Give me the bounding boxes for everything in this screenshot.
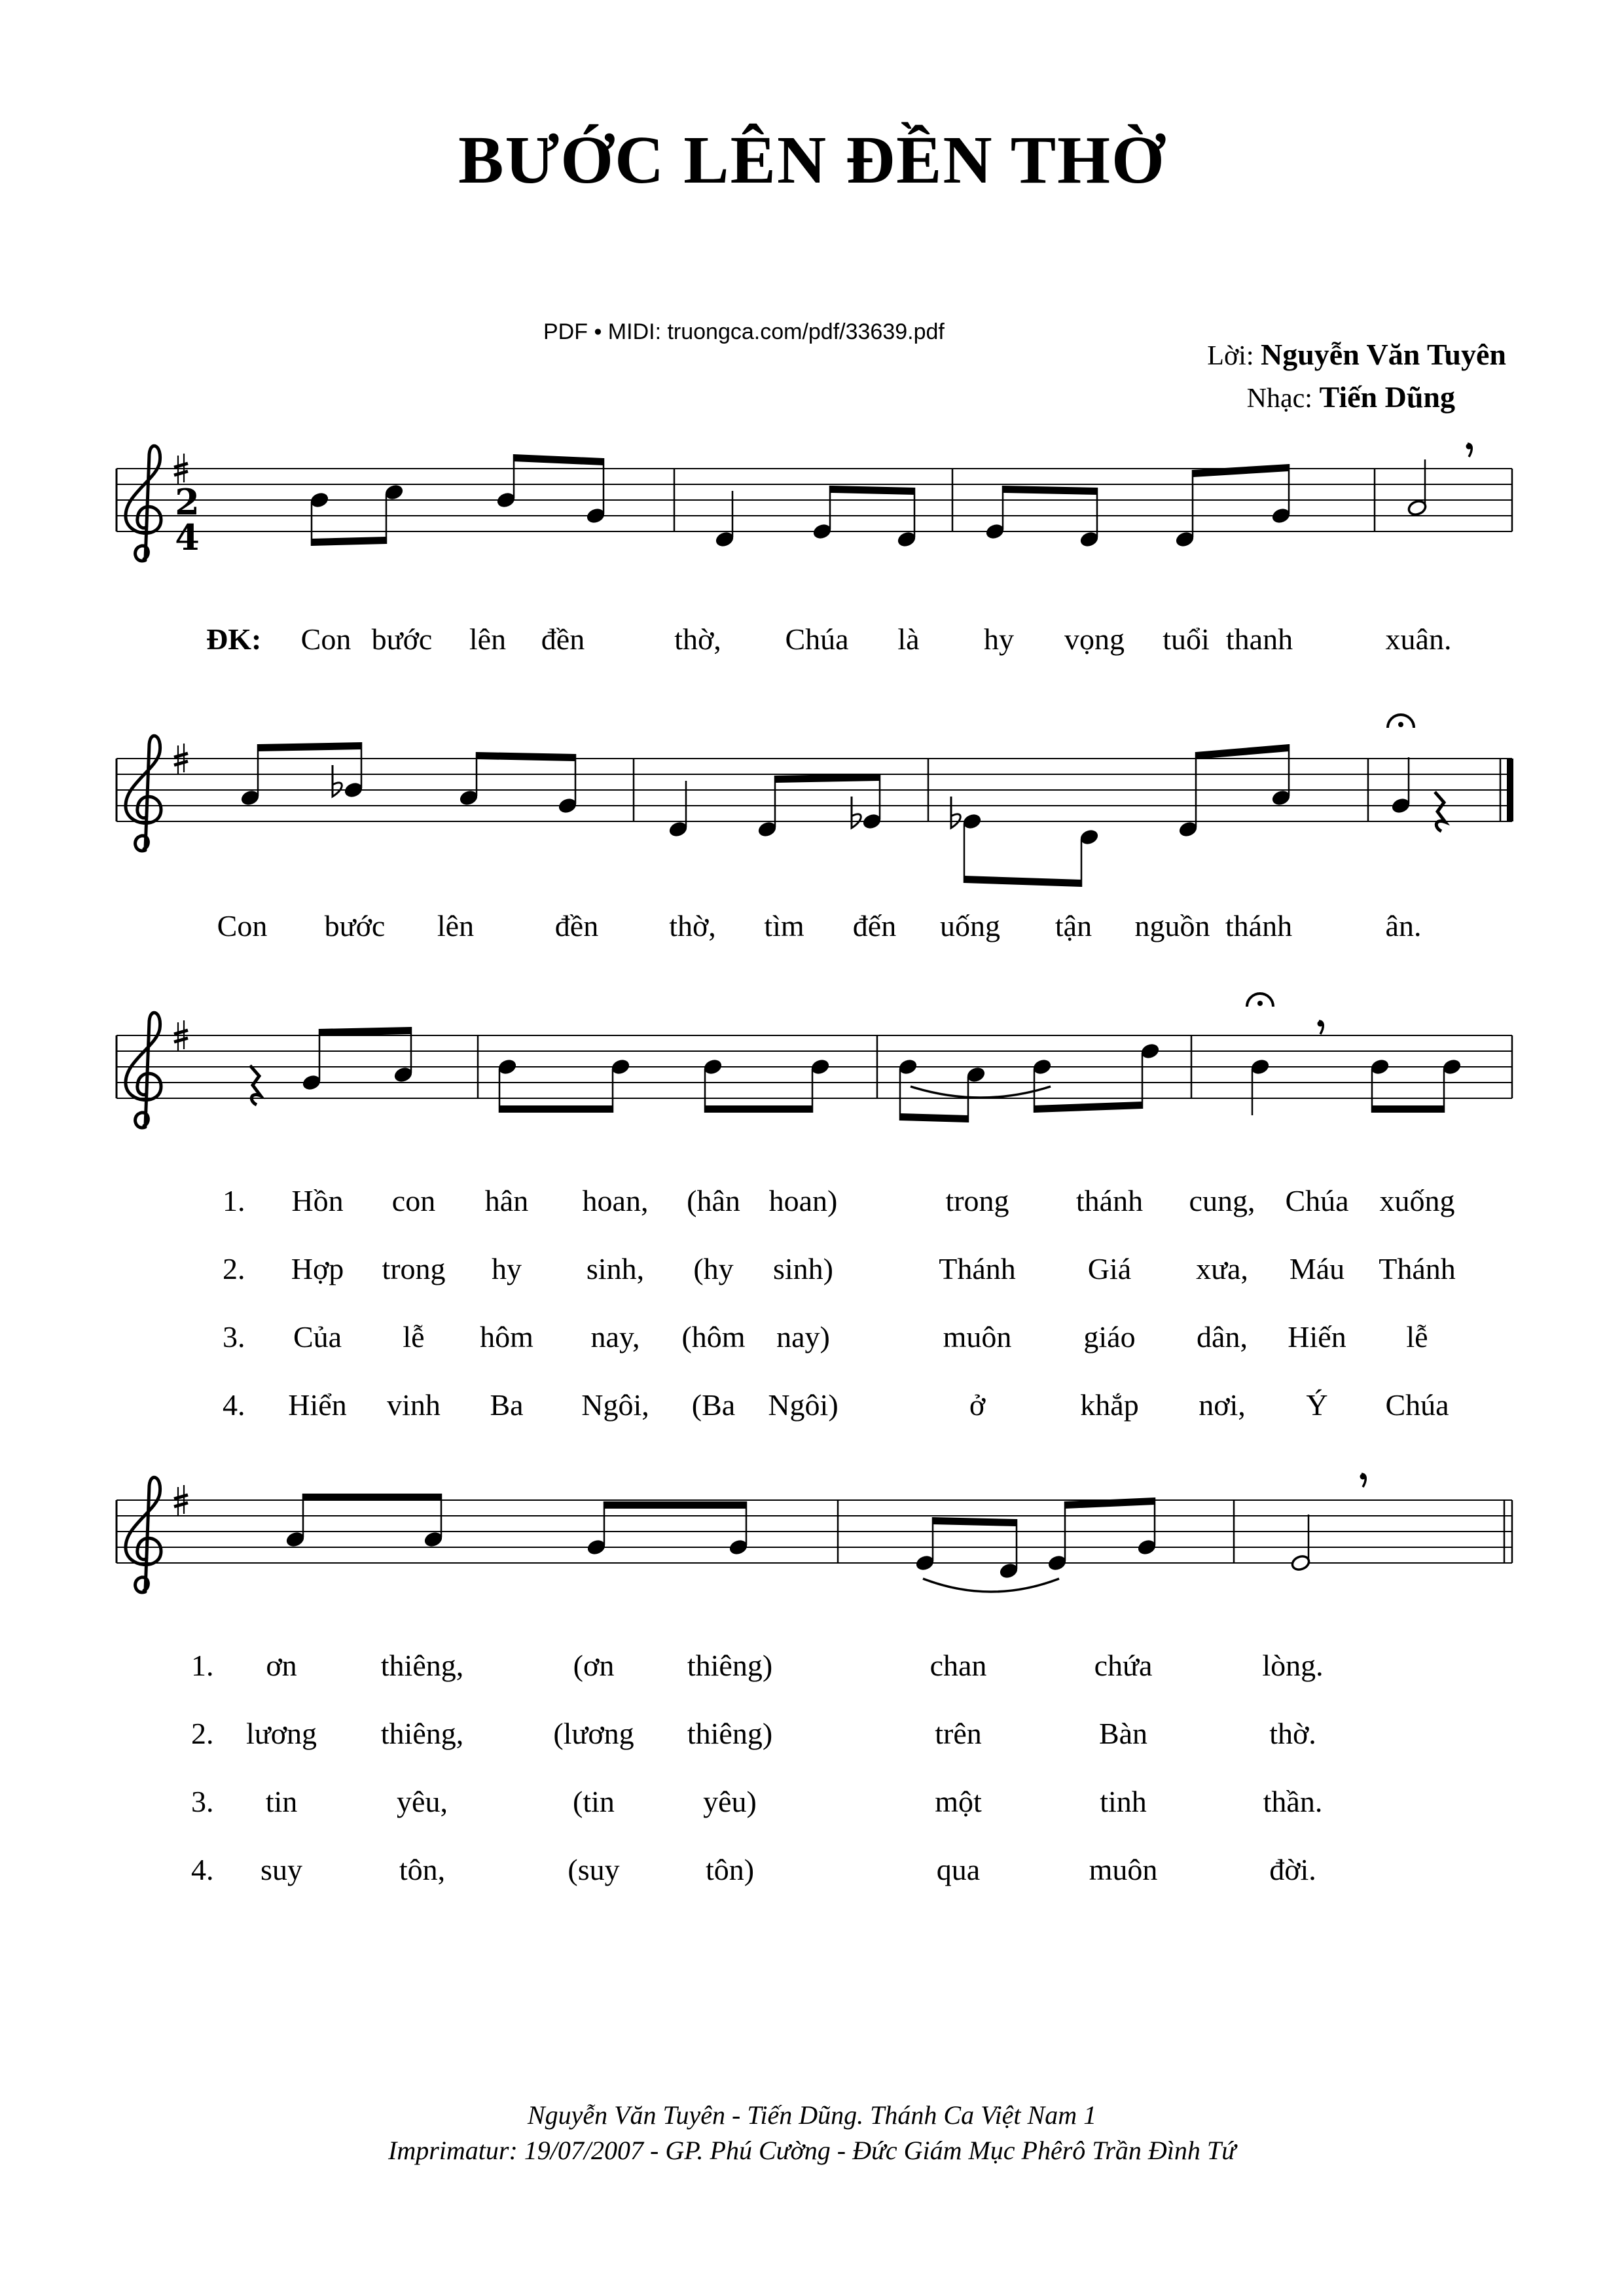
lyric-syllable: xuân. [1385,622,1452,656]
lyric-syllable: hân [484,1184,529,1217]
verse-number: 4. [223,1388,245,1422]
lyric-syllable: tin [265,1785,298,1818]
note-beam [303,1494,441,1501]
note-beam [964,876,1081,887]
lyric-syllable: thờ, [674,622,721,656]
refrain-label: ĐK: [206,622,262,656]
note-beam [1065,1498,1155,1509]
lyric-syllable: (suy [568,1853,620,1886]
lyric-syllable: sinh) [773,1252,833,1285]
lyric-syllable: bước [371,622,433,656]
breath-mark-icon [1466,444,1472,450]
lyric-syllable: Thánh [1379,1252,1456,1285]
lyric-syllable: sinh, [586,1252,645,1285]
lyric-syllable: Ba [490,1388,524,1422]
lyric-syllable: Bàn [1098,1717,1148,1750]
lyric-syllable: uống [940,909,1000,942]
lyric-syllable: ơn [266,1649,297,1682]
music-author: Tiến Dũng [1319,380,1455,414]
note-beam [900,1113,968,1122]
lyric-syllable: (hy [693,1252,734,1285]
lyric-syllable: tuổi [1163,622,1210,656]
final-barline [1507,759,1513,821]
lyric-syllable: tận [1055,909,1092,942]
lyric-syllable: hy [984,622,1014,656]
lyrics-label: Lời: [1207,341,1254,371]
note-beam [830,486,914,495]
lyric-syllable: muôn [943,1320,1012,1354]
lyric-syllable: hy [492,1252,522,1285]
note-beam [933,1517,1017,1526]
lyric-syllable: giáo [1083,1320,1136,1354]
lyric-syllable: Chúa [785,622,849,656]
lyric-syllable: nguồn [1134,909,1210,942]
lyric-syllable: đền [541,622,585,656]
lyric-syllable: Chúa [1285,1184,1349,1217]
lyric-syllable: ở [969,1388,986,1422]
lyric-syllable: (hôm [681,1320,746,1354]
lyric-syllable: xưa, [1196,1252,1248,1285]
treble-clef-icon [126,446,161,561]
lyric-syllable: yêu, [397,1785,448,1818]
note-beam [1034,1102,1142,1113]
lyric-syllable: lên [437,909,475,942]
lyric-syllable: lễ [403,1320,425,1354]
source-link[interactable]: PDF • MIDI: truongca.com/pdf/33639.pdf [543,319,945,344]
lyric-syllable: thanh [1225,622,1293,656]
fermata-icon [1257,1001,1263,1006]
lyric-syllable: Ngôi, [581,1388,649,1422]
lyric-syllable: Ngôi) [768,1388,839,1422]
lyric-syllable: thánh [1075,1184,1144,1217]
flat-icon [951,797,960,828]
note-beam [514,454,604,465]
lyric-syllable: trong [945,1184,1009,1217]
lyric-syllable: thánh [1225,909,1293,942]
lyric-syllable: một [935,1785,982,1818]
flat-icon [852,797,861,828]
lyric-syllable: (Ba [691,1388,736,1422]
song-title: BƯỚC LÊN ĐỀN THỜ [458,122,1166,198]
lyric-syllable: hôm [480,1320,533,1354]
lyric-syllable: thiêng, [380,1649,464,1682]
note-beam [1003,486,1097,495]
lyric-syllable: Giá [1087,1252,1132,1285]
slur [923,1579,1059,1592]
lyric-syllable: tìm [764,909,804,942]
quarter-rest-icon [1435,792,1445,831]
lyric-syllable: lễ [1406,1320,1428,1354]
lyric-syllable: Của [293,1320,342,1354]
lyric-syllable: trong [382,1252,446,1285]
verse-number: 2. [223,1252,245,1285]
breath-mark-icon [1360,1474,1366,1480]
treble-clef-icon [126,1013,161,1128]
lyric-syllable: Chúa [1385,1388,1449,1422]
verse-number: 4. [191,1853,214,1886]
note-beam [775,774,880,783]
lyrics-author: Nguyễn Văn Tuyên [1261,338,1506,371]
lyric-syllable: yêu) [703,1785,757,1818]
note-beam [499,1105,613,1113]
lyric-syllable: Hợp [291,1252,344,1285]
lyric-syllable: ân. [1385,909,1422,942]
note-beam [258,742,361,751]
lyric-syllable: thiêng, [380,1717,464,1750]
lyric-syllable: (ơn [573,1649,615,1682]
lyric-syllable: đến [852,909,897,942]
verse-number: 3. [223,1320,245,1354]
lyric-syllable: chứa [1094,1649,1153,1682]
lyric-syllable: Hiển [288,1388,347,1422]
lyric-syllable: lương [245,1717,317,1750]
time-signature-bottom: 4 [175,516,200,558]
lyric-syllable: nơi, [1199,1388,1246,1422]
lyric-syllable: bước [324,909,386,942]
note-beam [1372,1105,1444,1113]
treble-clef-icon [126,736,161,851]
lyric-syllable: cung, [1189,1184,1255,1217]
note-beam [604,1501,746,1509]
flat-icon [333,765,342,797]
lyric-syllable: Hiến [1288,1320,1346,1354]
lyric-syllable: thiêng) [687,1717,773,1750]
lyric-syllable: dân, [1197,1320,1248,1354]
breath-mark-icon [1318,1021,1324,1027]
footer-credit: Nguyễn Văn Tuyên - Tiến Dũng. Thánh Ca Việt Nam 1 [527,2100,1097,2130]
lyric-syllable: (tin [573,1785,615,1818]
note-beam [1193,464,1289,477]
lyric-syllable: vọng [1064,622,1125,656]
lyric-syllable: Con [300,622,352,656]
note-beam [1196,744,1289,759]
lyric-syllable: khắp [1080,1388,1139,1422]
lyric-syllable: nay, [590,1320,640,1354]
footer-imprimatur: Imprimatur: 19/07/2007 - GP. Phú Cường - Đức Giám Mục Phêrô Trần Đình Tứ [388,2136,1236,2165]
verse-number: 1. [223,1184,245,1217]
lyric-syllable: (lương [553,1717,634,1750]
lyric-syllable: (hân [687,1184,740,1217]
verse-number: 1. [191,1649,214,1682]
lyric-syllable: Máu [1289,1252,1345,1285]
lyric-syllable: suy [261,1853,302,1886]
lyric-syllable: vinh [387,1388,441,1422]
lyric-syllable: xuống [1379,1184,1455,1217]
lyric-syllable: qua [936,1853,981,1886]
lyric-syllable: hoan) [768,1184,838,1217]
lyric-syllable: nay) [776,1320,830,1354]
lyric-syllable: hoan, [582,1184,649,1217]
lyric-syllable: Con [217,909,268,942]
treble-clef-icon [126,1477,161,1592]
lyric-syllable: thiêng) [687,1649,773,1682]
lyric-syllable: trên [935,1717,982,1750]
lyric-syllable: tôn, [399,1853,446,1886]
fermata-icon [1398,722,1403,727]
lyric-syllable: chan [929,1649,987,1682]
verse-number: 2. [191,1717,214,1750]
lyric-syllable: Hồn [291,1184,344,1217]
lyric-syllable: đền [554,909,599,942]
lyric-syllable: lên [469,622,507,656]
lyric-syllable: tinh [1100,1785,1147,1818]
music-label: Nhạc: [1246,384,1312,414]
lyric-syllable: thần. [1263,1785,1323,1818]
lyric-syllable: tôn) [705,1853,755,1886]
lyric-syllable: thờ. [1269,1717,1316,1750]
note-beam [319,1027,411,1036]
slur [911,1086,1051,1098]
lyric-syllable: là [897,622,920,656]
lyric-syllable: lòng. [1262,1649,1324,1682]
lyric-syllable: Thánh [939,1252,1016,1285]
lyric-syllable: đời. [1269,1853,1316,1886]
lyric-syllable: con [391,1184,436,1217]
time-signature-top: 2 [175,481,200,523]
verse-number: 3. [191,1785,214,1818]
note-beam [477,752,575,761]
lyric-syllable: Ý [1306,1388,1328,1422]
note-beam [705,1105,812,1113]
note-beam [312,537,386,546]
lyric-syllable: muôn [1089,1853,1158,1886]
lyric-syllable: thờ, [669,909,716,942]
